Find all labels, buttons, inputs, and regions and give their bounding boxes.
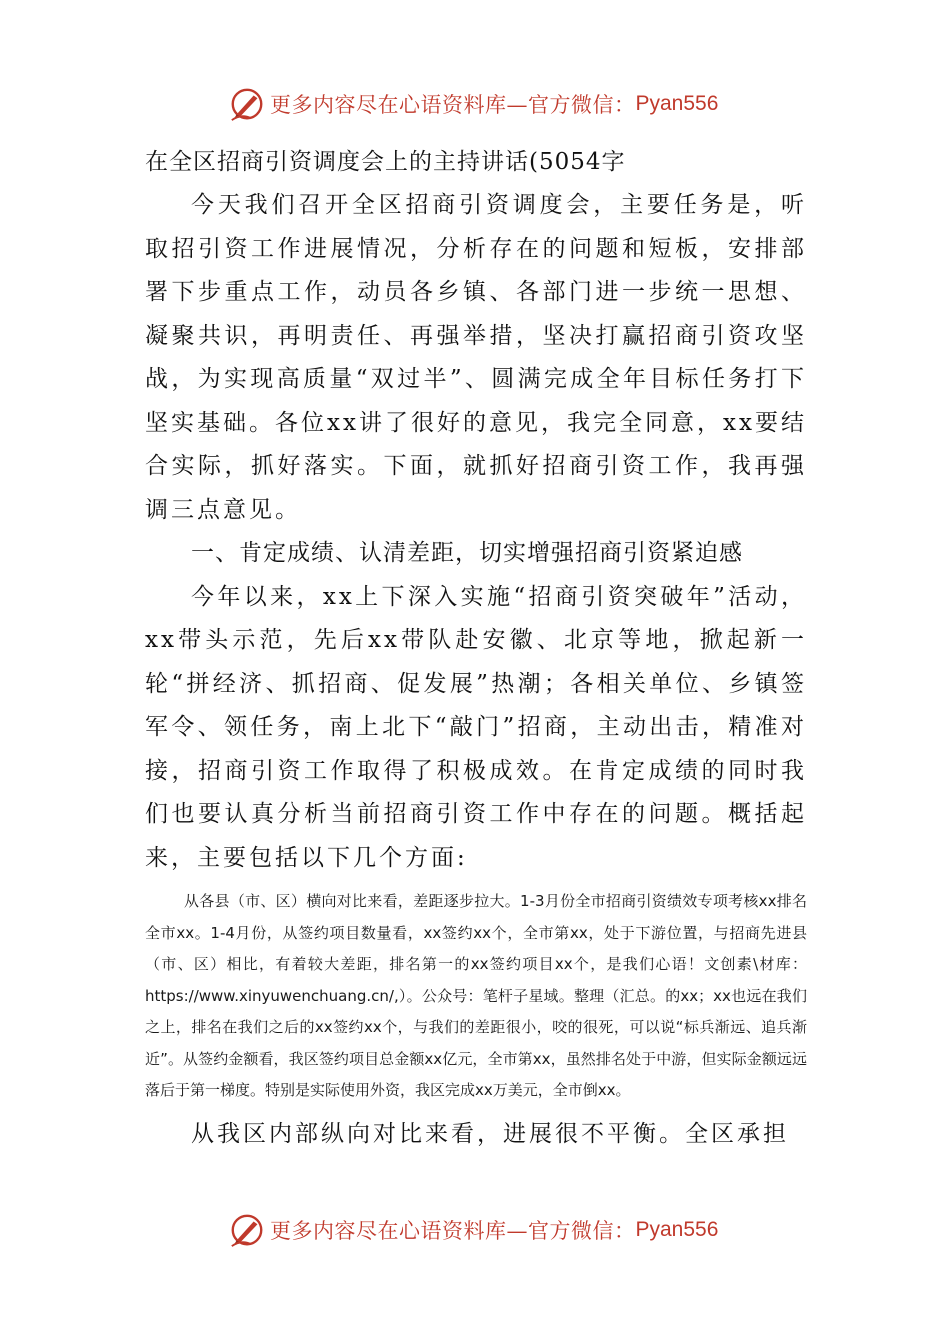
- pen-logo-icon: [228, 85, 266, 123]
- document-body: [145, 140, 807, 1156]
- banner-text: 更多内容尽在心语资料库—官方微信：: [270, 93, 636, 117]
- banner-wechat-id: Pyan556: [635, 1218, 719, 1241]
- section-paragraph: 今年以来，xx上下深入实施“招商引资突破年”活动，xx带头示范，先后xx带队赴安徽、北京等地，掀起新一轮“拼经济、抓招商、促发展”热潮；各相关单位、乡镇签军令、领任务，南上北下“敲门”招商，主动出击，精准对接，招商引资工作取得了积极成效。在肯定成绩的同时我们也要认真分析当前招商引资工作中存在的问题。概括起来，主要包括以下几个方面:: [145, 583, 807, 871]
- tail-paragraph: 从我区内部纵向对比来看，进展很不平衡。全区承担: [191, 1120, 789, 1147]
- banner-wechat-id: Pyan556: [635, 92, 719, 115]
- banner-text: 更多内容尽在心语资料库—官方微信：: [270, 1219, 636, 1243]
- comparison-paragraph: 从各县（市、区）横向对比来看，差距逐步拉大。1-3月份全市招商引资绩效专项考核xx排名全市xx。1-4月份，从签约项目数量看，xx签约xx个，全市第xx，处于下游位置，与招商先进县（市、区）相比，有着较大差距，排名第一的xx签约项目xx个，是我们心语！文创素\材库：https://www.xinyuwenchuang.cn/,）。公众号：笔杆子星域。整理（汇总。的xx；xx也远在我们之上，排名在我们之后的xx签约xx个，与我们的差距很小，咬的很死，可以说“标兵渐远、追兵渐近”。从签约金额看，我区签约项目总金额xx亿元，全市第xx，虽然排名处于中游，但实际金额远远落后于第一梯度。特别是实际使用外资，我区完成xx万美元，全市倒xx。: [145, 892, 807, 1099]
- footer-banner: [228, 1208, 748, 1252]
- intro-paragraph: 今天我们召开全区招商引资调度会，主要任务是，听取招引资工作进展情况，分析存在的问题和短板，安排部署下步重点工作，动员各乡镇、各部门进一步统一思想、凝聚共识，再明责任、再强举措，坚决打赢招商引资攻坚战，为实现高质量“双过半”、圆满完成全年目标任务打下坚实基础。各位xx讲了很好的意见，我完全同意，xx要结合实际，抓好落实。下面，就抓好招商引资工作，我再强调三点意见。: [145, 192, 807, 523]
- document-title: 在全区招商引资调度会上的主持讲话(5054字: [145, 149, 626, 175]
- pen-logo-icon: [228, 1211, 266, 1249]
- header-banner: [228, 82, 748, 126]
- section-heading: 一、肯定成绩、认清差距，切实增强招商引资紧迫感: [191, 540, 743, 566]
